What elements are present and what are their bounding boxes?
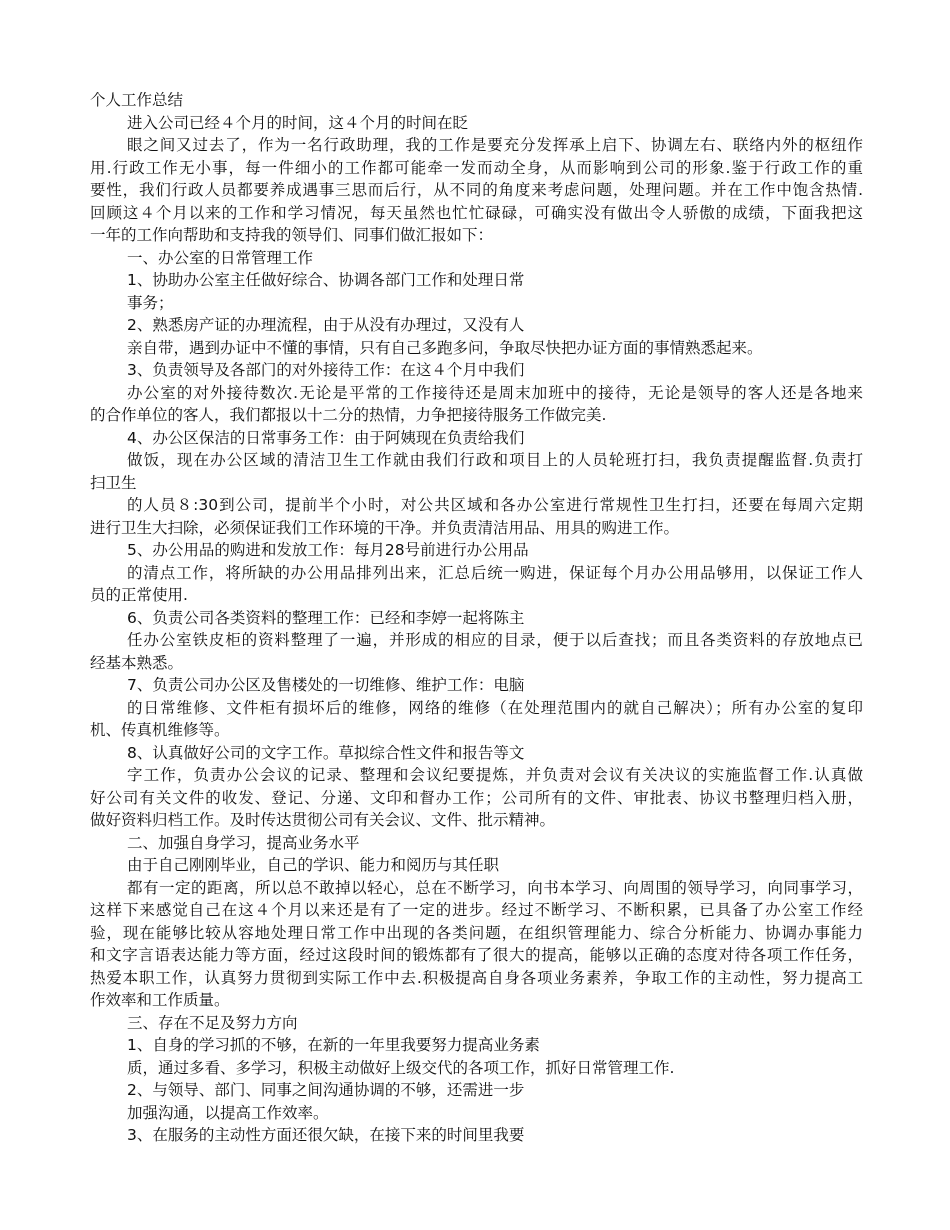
text-line: 1、自身的学习抓的不够，在新的一年里我要努力提高业务素 bbox=[127, 1036, 540, 1054]
document-title: 个人工作总结 bbox=[90, 91, 184, 109]
text-line: 1、协助办公室主任做好综合、协调各部门工作和处理日常 bbox=[127, 271, 525, 289]
text-line: 5、办公用品的购进和发放工作：每月28号前进行办公用品 bbox=[127, 541, 529, 559]
document-page bbox=[90, 89, 863, 1147]
text-line: 三、存在不足及努力方向 bbox=[127, 1013, 298, 1032]
text-line: 2、熟悉房产证的办理流程，由于从没有办理过，又没有人 bbox=[127, 316, 525, 334]
text-line: 6、负责公司各类资料的整理工作：已经和李婷一起将陈主 bbox=[127, 608, 525, 627]
text-line: 一、办公室的日常管理工作 bbox=[127, 248, 314, 267]
text-line: 回顾这４个月以来的工作和学习情况，每天虽然也忙忙碌碌，可确实没有做出令人骄傲的成绩，下面我把这 bbox=[90, 203, 863, 222]
text-line: 机、传真机维修等。 bbox=[90, 721, 230, 739]
text-line: 8、认真做好公司的文字工作。草拟综合性文件和报告等文 bbox=[127, 743, 525, 762]
text-line: 验，现在能够比较从容地处理日常工作中出现的各类问题，在组织管理能力、综合分析能力、协调办事能力 bbox=[90, 923, 863, 942]
text-line: 加强沟通，以提高工作效率。 bbox=[127, 1103, 329, 1122]
text-line: 的合作单位的客人，我们都报以十二分的热情，力争把接待服务工作做完美. bbox=[90, 406, 607, 424]
text-line: 的日常维修、文件柜有损坏后的维修，网络的维修（在处理范围内的就自己解决）；所有办公室的复印 bbox=[127, 698, 863, 717]
text-line: 这样下来感觉自己在这４个月以来还是有了一定的进步。经过不断学习、不断积累，已具备了办公室工作经 bbox=[90, 901, 863, 919]
text-line: 热爱本职工作，认真努力贯彻到实际工作中去.积极提高自身各项业务素养，争取工作的主动性，努力提高工 bbox=[90, 968, 863, 987]
text-line: 的人员８:30到公司，提前半个小时，对公共区域和各办公室进行常规性卫生打扫，还要在每周六定期 bbox=[127, 496, 863, 514]
text-line: 2、与领导、部门、同事之间沟通协调的不够，还需进一步 bbox=[127, 1081, 525, 1099]
text-line: 7、负责公司办公区及售楼处的一切维修、维护工作：电脑 bbox=[127, 676, 525, 694]
text-line: 3、负责领导及各部门的对外接待工作：在这４个月中我们 bbox=[127, 361, 525, 379]
document-body bbox=[90, 112, 863, 1147]
text-line: 做好资料归档工作。及时传达贯彻公司有关会议、文件、批示精神。 bbox=[90, 811, 556, 829]
text-line: 进入公司已经４个月的时间，这４个月的时间在眨 bbox=[127, 113, 469, 132]
text-line: 3、在服务的主动性方面还很欠缺，在接下来的时间里我要 bbox=[127, 1126, 525, 1144]
text-line: 扫卫生 bbox=[90, 473, 137, 492]
text-line: 员的正常使用. bbox=[90, 586, 188, 604]
text-line: 都有一定的距离，所以总不敢掉以轻心，总在不断学习，向书本学习、向周围的领导学习，向同事学习， bbox=[127, 878, 863, 897]
text-line: 字工作，负责办公会议的记录、整理和会议纪要提炼，并负责对会议有关决议的实施监督工作.认真做 bbox=[127, 766, 863, 784]
text-line: 经基本熟悉。 bbox=[90, 653, 184, 672]
text-line: 进行卫生大扫除，必须保证我们工作环境的干净。并负责清洁用品、用具的购进工作。 bbox=[90, 518, 680, 537]
text-line: 亲自带，遇到办证中不懂的事情，只有自己多跑多问，争取尽快把办证方面的事情熟悉起来。 bbox=[127, 338, 763, 357]
text-line: 一年的工作向帮助和支持我的领导们、同事们做汇报如下： bbox=[90, 226, 494, 244]
text-line: 作效率和工作质量。 bbox=[90, 991, 230, 1009]
text-line: 做饭，现在办公区域的清洁卫生工作就由我们行政和项目上的人员轮班打扫，我负责提醒监督.负责打 bbox=[127, 451, 863, 469]
text-line: 用.行政工作无小事，每一件细小的工作都可能牵一发而动全身，从而影响到公司的形象.鉴于行政工作的重 bbox=[90, 158, 863, 177]
text-line: 由于自己刚刚毕业，自己的学识、能力和阅历与其任职 bbox=[127, 856, 500, 874]
text-line: 的清点工作，将所缺的办公用品排列出来，汇总后统一购进，保证每个月办公用品够用，以保证工作人 bbox=[127, 563, 863, 582]
text-line: 二、加强自身学习，提高业务水平 bbox=[127, 833, 360, 852]
text-line: 眼之间又过去了，作为一名行政助理，我的工作是要充分发挥承上启下、协调左右、联络内外的枢纽作 bbox=[127, 136, 863, 154]
text-line: 办公室的对外接待数次.无论是平常的工作接待还是周末加班中的接待，无论是领导的客人还是各地来 bbox=[127, 383, 863, 402]
text-line: 4、办公区保洁的日常事务工作：由于阿姨现在负责给我们 bbox=[127, 428, 525, 447]
text-line: 任办公室铁皮柜的资料整理了一遍，并形成的相应的目录，便于以后查找；而且各类资料的存放地点已 bbox=[127, 631, 863, 649]
text-line: 和文字言语表达能力等方面，经过这段时间的锻炼都有了很大的提高，能够以正确的态度对待各项工作任务， bbox=[90, 946, 863, 964]
text-line: 质，通过多看、多学习，积极主动做好上级交代的各项工作，抓好日常管理工作. bbox=[127, 1058, 675, 1077]
text-line: 事务； bbox=[127, 293, 174, 312]
text-line: 好公司有关文件的收发、登记、分递、文印和督办工作；公司所有的文件、审批表、协议书整理归档入册， bbox=[90, 788, 863, 807]
text-line: 要性，我们行政人员都要养成遇事三思而后行，从不同的角度来考虑问题，处理问题。并在工作中饱含热情. bbox=[90, 181, 863, 199]
